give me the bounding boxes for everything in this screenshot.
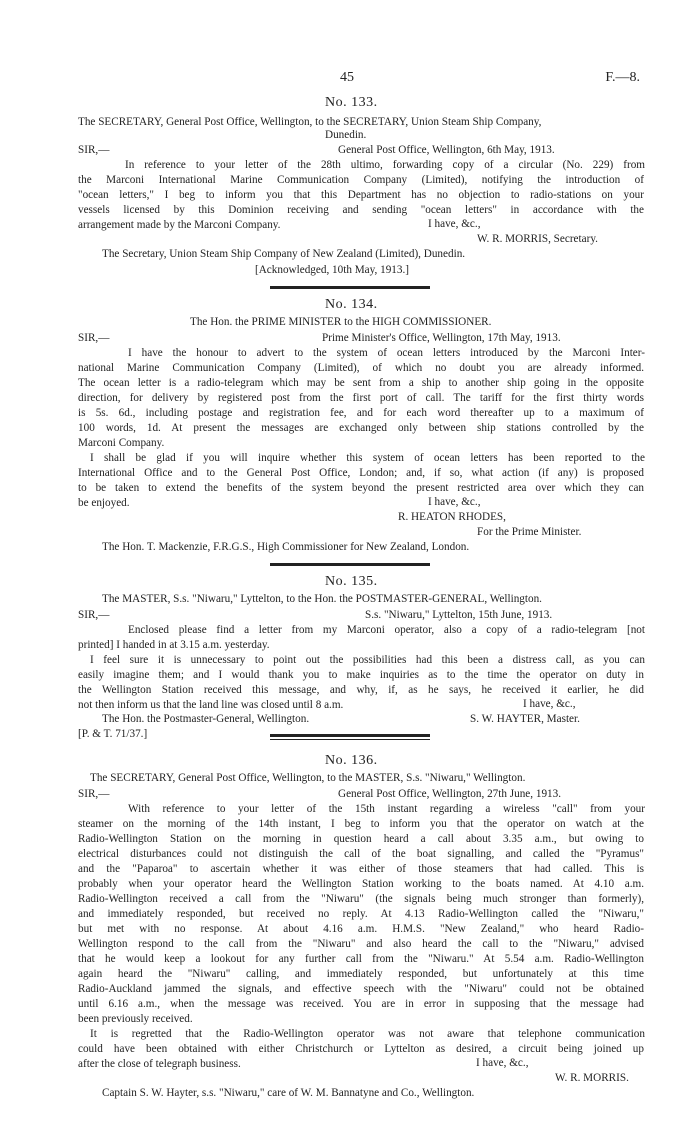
- document-reference: F.—8.: [605, 70, 640, 85]
- letter-body-line: again heard the "Niwaru" calling, and immediately responded, but unfortunately at this time: [78, 968, 644, 980]
- addressee: The Hon. the Postmaster-General, Wellington.: [102, 713, 310, 725]
- letter-body-line: not then inform us that the land line was closed until 8 a.m.: [78, 699, 344, 711]
- letter-body-line: to be taken to extend the benefits of the system beyond the present restricted area over which they can: [78, 482, 644, 494]
- addressee: Captain S. W. Hayter, s.s. "Niwaru," care of W. M. Bannatyne and Co., Wellington.: [102, 1087, 475, 1099]
- letter-body-line: arrangement made by the Marconi Company.: [78, 219, 281, 231]
- letter-body-line: Radio-Wellington received a call from the "Niwaru" (the signals being much stronger than formerly),: [78, 893, 644, 905]
- letter-body-line: steamer on the morning of the 14th instant, I beg to inform you that the operator on watch at the: [78, 818, 644, 830]
- letter-body-line: International Office and to the General Post Office, London; and, if so, what action (if any) is proposed: [78, 467, 644, 479]
- signature: R. HEATON RHODES,: [398, 511, 506, 523]
- signature: S. W. HAYTER, Master.: [470, 713, 580, 725]
- section-divider: [270, 734, 430, 737]
- letter-body-line: In reference to your letter of the 28th ultimo, forwarding copy of a circular (No. 229) from: [125, 159, 645, 171]
- letter-body-line: I have the honour to advert to the system of ocean letters introduced by the Marconi Inter-: [128, 347, 645, 359]
- letter-body-line: Radio-Auckland jammed the signals, and effective speech with the "Niwaru" could not be obtained: [78, 983, 644, 995]
- letter-body-line: Marconi Company.: [78, 437, 165, 449]
- letter-body-line: With reference to your letter of the 15th instant regarding a wireless "call" from your: [128, 803, 645, 815]
- place-date: General Post Office, Wellington, 27th June, 1913.: [338, 788, 562, 800]
- letter-body-line: 100 words, 1d. At present the messages are exchanged only between ship stations controlled by the: [78, 422, 644, 434]
- letter-body-line: direction, for delivery by registered post from the first port of call. The tariff for the first thirty words: [78, 392, 644, 404]
- closing: I have, &c.,: [428, 496, 481, 508]
- letter-body-line: could have been obtained with either Christchurch or Lyttelton as desired, a circuit being joined up: [78, 1043, 644, 1055]
- place-date: S.s. "Niwaru," Lyttelton, 15th June, 1913.: [365, 609, 553, 621]
- letter-title-line: The MASTER, S.s. "Niwaru," Lyttelton, to the Hon. the POSTMASTER-GENERAL, Wellington.: [102, 593, 542, 605]
- letter-body-line: electrical disturbances could not distinguish the call of the boat signalling, and called the "Pyramus": [78, 848, 644, 860]
- salutation: SIR,—: [78, 788, 110, 800]
- letter-body-line: vessels licensed by this Dominion receiving and sending "ocean letters" in accordance with the: [78, 204, 644, 216]
- place-date: Prime Minister's Office, Wellington, 17th May, 1913.: [322, 332, 561, 344]
- letter-body-line: after the close of telegraph business.: [78, 1058, 241, 1070]
- letter-body-line: and immediately responded, but received no reply. At 4.13 Radio-Wellington called the "Niwaru,": [78, 908, 644, 920]
- letter-body-line: national Marine Communication Company (Limited), of which no doubt you are already informed.: [78, 362, 644, 374]
- letter-title-line: The SECRETARY, General Post Office, Wellington, to the SECRETARY, Union Steam Ship Company,: [78, 116, 542, 128]
- letter-body-line: been previously received.: [78, 1013, 193, 1025]
- letter-body-line: that he would keep a lookout for any further call from the "Niwaru." At 5.54 a.m. Radio-Wellington: [78, 953, 644, 965]
- addressee: The Hon. T. Mackenzie, F.R.G.S., High Commissioner for New Zealand, London.: [102, 541, 470, 553]
- letter-number: No. 133.: [325, 95, 378, 110]
- letter-body-line: I shall be glad if you will inquire whether this system of ocean letters has been reported to the: [90, 452, 645, 464]
- letter-title-line: The Hon. the PRIME MINISTER to the HIGH COMMISSIONER.: [190, 316, 492, 328]
- salutation: SIR,—: [78, 144, 110, 156]
- letter-body-line: the Marconi International Marine Communication Company (Limited), notifying the introduction of: [78, 174, 644, 186]
- letter-title-line: Dunedin.: [325, 129, 367, 141]
- closing: I have, &c.,: [523, 698, 576, 710]
- section-divider: [270, 563, 430, 566]
- letter-body-line: and the "Paparoa" to ascertain whether it was either of those steamers that had called. This is: [78, 863, 644, 875]
- letter-body-line: "ocean letters," I beg to inform you that this Department has no objection to radio-stations on your: [78, 189, 644, 201]
- closing: I have, &c.,: [476, 1057, 529, 1069]
- letter-body-line: I feel sure it is unnecessary to point out the possibilities had this been a distress call, as you can: [90, 654, 645, 666]
- letter-body-line: be enjoyed.: [78, 497, 130, 509]
- letter-body-line: easily imagine them; and I would thank you to make inquiries as to the time the operator on duty in: [78, 669, 644, 681]
- letter-body-line: probably when your operator heard the Wellington Station working to the boats named. At 4.10 a.m.: [78, 878, 644, 890]
- page-number: 45: [340, 70, 354, 85]
- letter-number: No. 135.: [325, 574, 378, 589]
- place-date: General Post Office, Wellington, 6th May, 1913.: [338, 144, 555, 156]
- letter-title-line: The SECRETARY, General Post Office, Wellington, to the MASTER, S.s. "Niwaru," Wellington.: [90, 772, 526, 784]
- letter-body-line: It is regretted that the Radio-Wellington operator was not aware that telephone communication: [90, 1028, 645, 1040]
- letter-number: No. 134.: [325, 297, 378, 312]
- letter-body-line: until 6.16 a.m., when the message was received. You are in error in supposing that the message had: [78, 998, 644, 1010]
- letter-body-line: printed] I handed in at 3.15 a.m. yesterday.: [78, 639, 270, 651]
- file-reference: [P. & T. 71/37.]: [78, 728, 148, 740]
- letter-body-line: but met with no response. At about 4.16 a.m. H.M.S. "New Zealand," who heard Radio-: [78, 923, 644, 935]
- signature: W. R. MORRIS, Secretary.: [477, 233, 598, 245]
- salutation: SIR,—: [78, 332, 110, 344]
- letter-body-line: The ocean letter is a radio-telegram which may be sent from a ship to another ship going in the opposite: [78, 377, 644, 389]
- letter-body-line: is 5s. 6d., including postage and registration fee, and for each word thereafter up to a maximum of: [78, 407, 644, 419]
- letter-number: No. 136.: [325, 753, 378, 768]
- letter-body-line: the Wellington Station received this message, and why, if, as he says, he received it earlier, he did: [78, 684, 644, 696]
- letter-body-line: Wellington respond to the call from the "Niwaru" and also heard the call to the "Niwaru," advised: [78, 938, 644, 950]
- acknowledgement-note: [Acknowledged, 10th May, 1913.]: [255, 264, 410, 276]
- addressee: The Secretary, Union Steam Ship Company of New Zealand (Limited), Dunedin.: [102, 248, 466, 260]
- signature-role: For the Prime Minister.: [477, 526, 582, 538]
- salutation: SIR,—: [78, 609, 110, 621]
- letter-body-line: Enclosed please find a letter from my Marconi operator, also a copy of a radio-telegram [not: [128, 624, 645, 636]
- signature: W. R. MORRIS.: [555, 1072, 629, 1084]
- letter-body-line: Radio-Wellington Station on the morning in question heard a call about 3.35 a.m., but owing to: [78, 833, 644, 845]
- closing: I have, &c.,: [428, 218, 481, 230]
- section-divider: [270, 739, 430, 740]
- section-divider: [270, 286, 430, 289]
